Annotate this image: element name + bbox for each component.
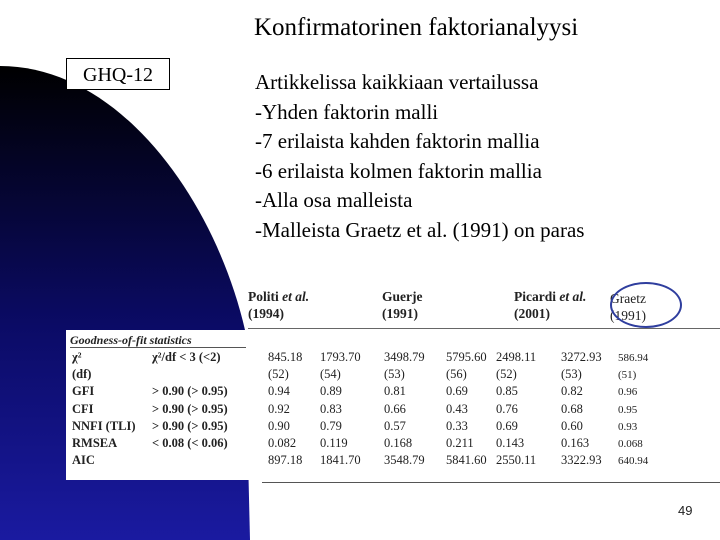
table-row xyxy=(66,419,720,435)
table-cell: 3272.93 xyxy=(561,350,602,364)
table-cell: 3322.93 xyxy=(561,453,602,468)
row-label: χ² xyxy=(72,350,82,364)
row-label: NNFI (TLI) xyxy=(72,418,136,433)
table-cell: 2498.11 xyxy=(496,350,537,364)
column-header-picardi: Picardi et al. (2001) xyxy=(514,289,587,321)
table-cell: 0.163 xyxy=(561,436,590,450)
table-cell: 3498.79 xyxy=(384,350,425,364)
table-row xyxy=(66,384,720,400)
table-cell: 0.89 xyxy=(320,384,342,399)
row-label: (df) xyxy=(72,367,92,382)
table-cell: 0.69 xyxy=(446,384,468,399)
row-criterion: < 0.08 (< 0.06) xyxy=(152,436,228,450)
column-header-graetz: Graetz (1991) xyxy=(610,291,646,323)
table-cell: (53) xyxy=(561,367,582,382)
table-cell: 0.83 xyxy=(320,401,342,416)
table-cell: 0.068 xyxy=(618,438,643,450)
table-cell: 0.95 xyxy=(618,403,638,416)
table-cell: 0.93 xyxy=(618,420,638,433)
stats-heading: Goodness-of-fit statistics xyxy=(70,333,192,347)
table-cell: 1793.70 xyxy=(320,350,361,364)
bullet-list xyxy=(255,68,584,245)
table-cell: (52) xyxy=(496,367,517,382)
fit-statistics-table xyxy=(66,280,720,480)
stats-divider xyxy=(70,347,246,348)
table-cell: 0.69 xyxy=(496,418,518,433)
row-criterion: > 0.90 (> 0.95) xyxy=(152,384,228,399)
bullet-item: -Alla osa malleista xyxy=(255,188,413,212)
table-row xyxy=(66,402,720,418)
table-cell: (54) xyxy=(320,367,341,382)
slide-title: Konfirmatorinen faktorianalyysi xyxy=(254,14,579,41)
column-header-guerje: Guerje (1991) xyxy=(382,289,423,321)
table-row xyxy=(66,436,720,452)
table-row xyxy=(66,453,720,469)
table-cell: 0.66 xyxy=(384,401,406,416)
table-cell: 845.18 xyxy=(268,350,303,364)
table-cell: 5841.60 xyxy=(446,453,487,468)
table-cell: 0.33 xyxy=(446,418,468,433)
table-cell: 0.81 xyxy=(384,384,406,399)
table-cell: 586.94 xyxy=(618,352,649,364)
table-cell: 2550.11 xyxy=(496,453,537,468)
header-divider xyxy=(248,328,720,329)
column-header-politi: Politi et al. (1994) xyxy=(248,289,310,321)
table-cell: 0.68 xyxy=(561,401,583,416)
table-row xyxy=(66,350,720,366)
table-cell: 897.18 xyxy=(268,453,303,468)
table-cell: 0.60 xyxy=(561,418,583,433)
page-number: 49 xyxy=(678,503,693,518)
table-cell: 0.119 xyxy=(320,436,348,450)
bullet-item: -Yhden faktorin malli xyxy=(255,99,439,124)
table-cell: 5795.60 xyxy=(446,350,487,364)
row-label: CFI xyxy=(72,401,94,416)
table-cell: (56) xyxy=(446,367,467,382)
table-bottom-rule xyxy=(262,482,720,483)
row-criterion: χ²/df < 3 (<2) xyxy=(152,350,221,364)
row-criterion: > 0.90 (> 0.95) xyxy=(152,418,228,433)
table-cell: 1841.70 xyxy=(320,453,361,468)
table-cell: 0.57 xyxy=(384,418,406,433)
table-cell: 0.211 xyxy=(446,436,474,450)
table-cell: 0.82 xyxy=(561,384,583,399)
row-label: AIC xyxy=(72,453,95,468)
row-label: GFI xyxy=(72,384,95,399)
table-cell: (51) xyxy=(618,369,637,382)
table-cell: 0.85 xyxy=(496,384,518,399)
table-cell: 0.082 xyxy=(268,436,297,450)
table-cell: 0.43 xyxy=(446,401,468,416)
table-row xyxy=(66,367,720,383)
table-cell: (53) xyxy=(384,367,405,382)
bullet-item: -Malleista Graetz et al. (1991) on paras xyxy=(255,217,585,242)
table-cell: 0.168 xyxy=(384,436,413,450)
row-criterion: > 0.90 (> 0.95) xyxy=(152,401,228,416)
table-cell: 0.90 xyxy=(268,418,290,433)
table-cell: 0.79 xyxy=(320,418,342,433)
bullet-item: Artikkelissa kaikkiaan vertailussa xyxy=(255,70,539,94)
table-cell: 0.94 xyxy=(268,384,290,399)
row-label: RMSEA xyxy=(72,436,118,450)
graetz-highlight-ring xyxy=(610,282,682,328)
table-cell: 0.76 xyxy=(496,401,518,416)
ghq-tag: GHQ-12 xyxy=(66,58,170,90)
table-cell: 640.94 xyxy=(618,455,649,468)
bullet-item: -6 erilaista kolmen faktorin mallia xyxy=(255,158,542,183)
table-cell: 3548.79 xyxy=(384,453,425,468)
table-cell: 0.92 xyxy=(268,401,290,416)
table-cell: (52) xyxy=(268,367,289,382)
bullet-item: -7 erilaista kahden faktorin mallia xyxy=(255,129,540,153)
table-cell: 0.96 xyxy=(618,386,638,399)
table-cell: 0.143 xyxy=(496,436,525,450)
